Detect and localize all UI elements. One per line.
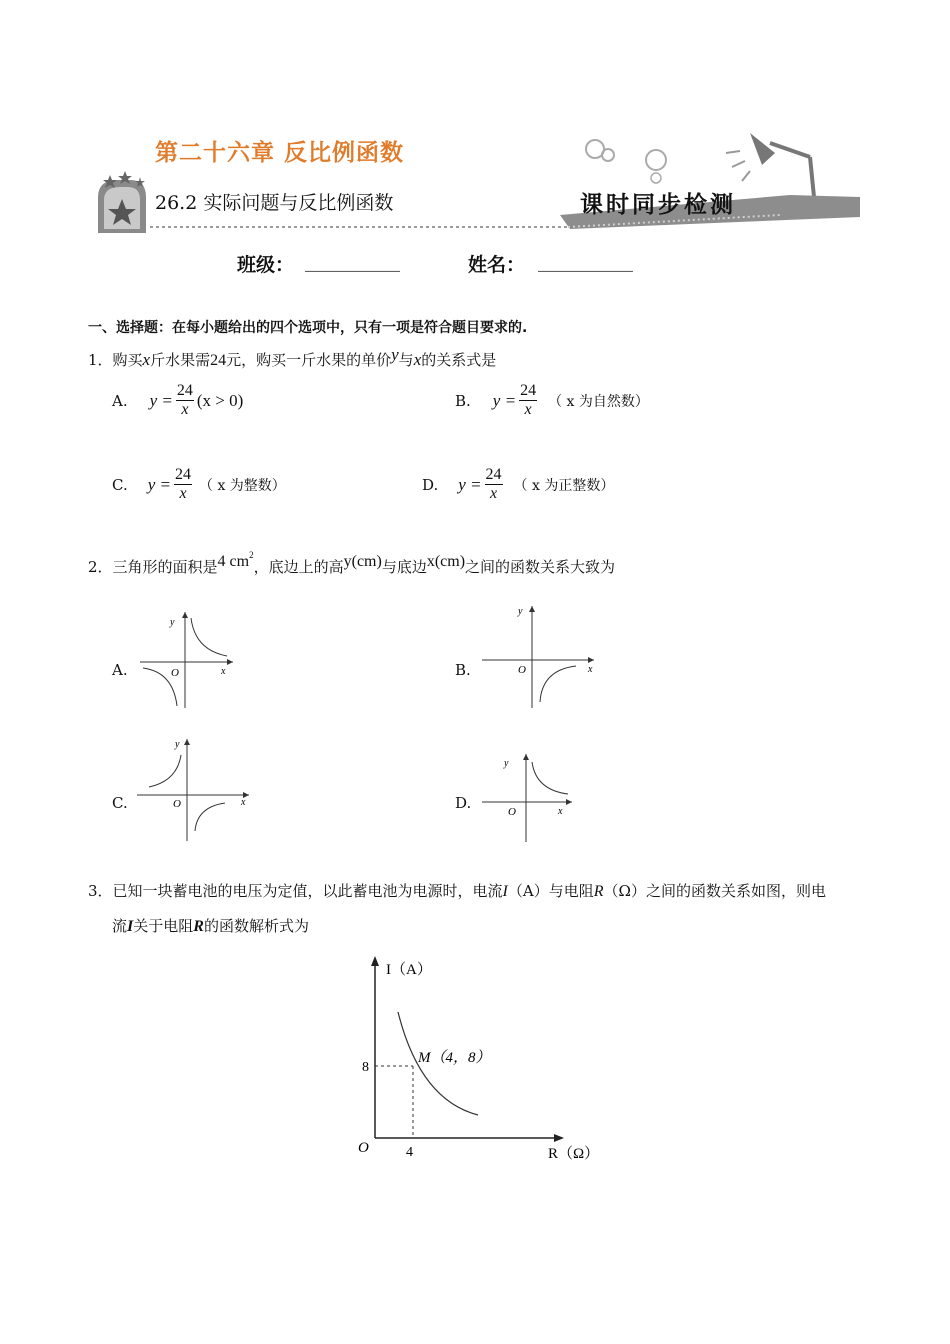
- option-condition: （ x 为正整数）: [513, 477, 615, 494]
- origin-label: O: [518, 664, 526, 676]
- tagline: 课时同步检测: [580, 191, 736, 218]
- q3-text-1: 3．已知一块蓄电池的电压为定值，以此蓄电池为电源时，电流: [88, 882, 503, 900]
- origin-label: O: [508, 806, 516, 818]
- x-axis-label: x: [588, 664, 593, 675]
- origin-label: O: [358, 1140, 369, 1156]
- x-tick-label: 4: [406, 1145, 413, 1160]
- option-denominator: x: [524, 401, 532, 418]
- q1-option-d[interactable]: [422, 466, 614, 503]
- q3-text-6: 的函数解析式为: [203, 917, 309, 935]
- q2-option-c-letter[interactable]: C.: [112, 794, 128, 812]
- q1-text-4: 与: [398, 351, 414, 369]
- q3-graph: [350, 950, 610, 1170]
- section-title: 26.2 实际问题与反比例函数: [155, 192, 394, 214]
- q2-xvar: x(cm): [426, 553, 466, 570]
- option-letter: B.: [455, 391, 471, 410]
- q2-text-2: ，底边上的高: [253, 558, 344, 576]
- q1-text-1: 1．购买: [88, 351, 143, 369]
- name-label: 姓名：: [468, 254, 526, 276]
- y-axis-label: I（A）: [386, 962, 432, 978]
- x-axis-label: x: [221, 666, 226, 677]
- q2-option-d-letter[interactable]: D.: [455, 794, 472, 812]
- option-denominator: x: [179, 485, 187, 502]
- curve-branch: [540, 666, 576, 702]
- question-3-line-2: [112, 915, 309, 936]
- option-lhs: y =: [458, 474, 482, 494]
- option-numerator: 24: [176, 382, 193, 399]
- class-label: 班级：: [237, 254, 295, 276]
- q2-text-4: 之间的函数关系大致为: [465, 558, 616, 576]
- curve-branch: [191, 618, 227, 656]
- q3-var-r-2: R: [193, 918, 204, 935]
- option-lhs: y =: [149, 390, 173, 410]
- class-blank[interactable]: __________: [305, 250, 400, 272]
- q1-text-3: 元，购买一斤水果的单价: [226, 351, 392, 369]
- chapter-title: 第二十六章 反比例函数: [155, 140, 405, 166]
- x-axis-label: R（Ω）: [548, 1146, 600, 1162]
- option-lhs: y =: [492, 390, 517, 410]
- q1-option-b[interactable]: [455, 382, 649, 419]
- option-condition: （ x 为整数）: [199, 477, 286, 494]
- q2-graph-d[interactable]: [480, 752, 580, 844]
- q3-text-3: 之间的函数关系如图，则电: [645, 882, 826, 900]
- q2-graph-a[interactable]: [135, 610, 235, 710]
- y-axis-label: y: [170, 617, 175, 628]
- question-2: [88, 550, 616, 577]
- q2-graph-c[interactable]: [135, 735, 255, 843]
- q2-option-b-letter[interactable]: B.: [455, 661, 471, 679]
- q2-text-1: 2．三角形的面积是: [88, 558, 218, 576]
- y-tick-label: 8: [362, 1060, 369, 1075]
- q3-unit-a: （A）: [507, 882, 549, 900]
- option-denominator: x: [489, 485, 498, 502]
- q1-num-24: 24: [210, 352, 227, 369]
- part1-heading: 一、选择题：在每小题给出的四个选项中，只有一项是符合题目要求的.: [88, 320, 528, 336]
- q3-var-r: R: [593, 883, 604, 900]
- curve-branch: [532, 762, 568, 794]
- q1-var-y: y: [391, 345, 399, 364]
- y-axis-label: y: [175, 739, 180, 750]
- q2-area: 4 cm: [217, 553, 250, 570]
- point-m-label: M（4，8）: [418, 1050, 491, 1066]
- q3-text-2: 与电阻: [548, 882, 594, 900]
- option-letter: A.: [112, 391, 128, 410]
- banner-art: [90, 105, 870, 240]
- option-condition: （ x 为自然数）: [548, 393, 649, 410]
- question-3-line-1: [88, 880, 826, 901]
- curve-branch: [149, 755, 181, 787]
- y-axis-label: y: [504, 758, 509, 769]
- q2-yvar: y(cm): [343, 553, 382, 570]
- x-axis-label: x: [241, 797, 246, 808]
- q3-var-i: I: [502, 883, 508, 900]
- q2-graph-b[interactable]: [480, 602, 600, 710]
- option-condition: (x > 0): [196, 390, 244, 410]
- option-denominator: x: [181, 401, 189, 418]
- option-letter: C.: [112, 475, 128, 494]
- q2-area-exponent: 2: [249, 550, 254, 560]
- star-badge-icon: [98, 171, 146, 233]
- origin-label: O: [173, 798, 181, 810]
- q3-text-5: 关于电阻: [133, 917, 194, 935]
- q2-text-3: 与底边: [381, 558, 427, 576]
- q1-option-a[interactable]: [112, 382, 243, 419]
- curve-branch: [195, 803, 225, 831]
- q3-text-4: 流: [112, 917, 128, 935]
- name-blank[interactable]: __________: [538, 250, 633, 272]
- option-letter: D.: [422, 475, 439, 494]
- option-numerator: 24: [520, 382, 537, 399]
- y-axis-label: y: [518, 606, 523, 617]
- q3-unit-ohm: （Ω）: [603, 882, 646, 900]
- q1-var-x-2: x: [413, 350, 422, 369]
- q2-option-a-letter[interactable]: A.: [112, 661, 128, 679]
- question-1: [88, 345, 497, 370]
- q1-var-x: x: [142, 350, 151, 369]
- q1-text-5: 的关系式是: [421, 351, 497, 369]
- q1-option-c[interactable]: [112, 466, 286, 503]
- option-lhs: y =: [147, 474, 171, 494]
- option-numerator: 24: [485, 466, 502, 483]
- option-numerator: 24: [175, 466, 191, 483]
- q1-text-2: 斤水果需: [150, 351, 211, 369]
- origin-label: O: [171, 667, 179, 679]
- x-axis-label: x: [558, 806, 563, 817]
- q3-var-i-2: I: [127, 918, 134, 935]
